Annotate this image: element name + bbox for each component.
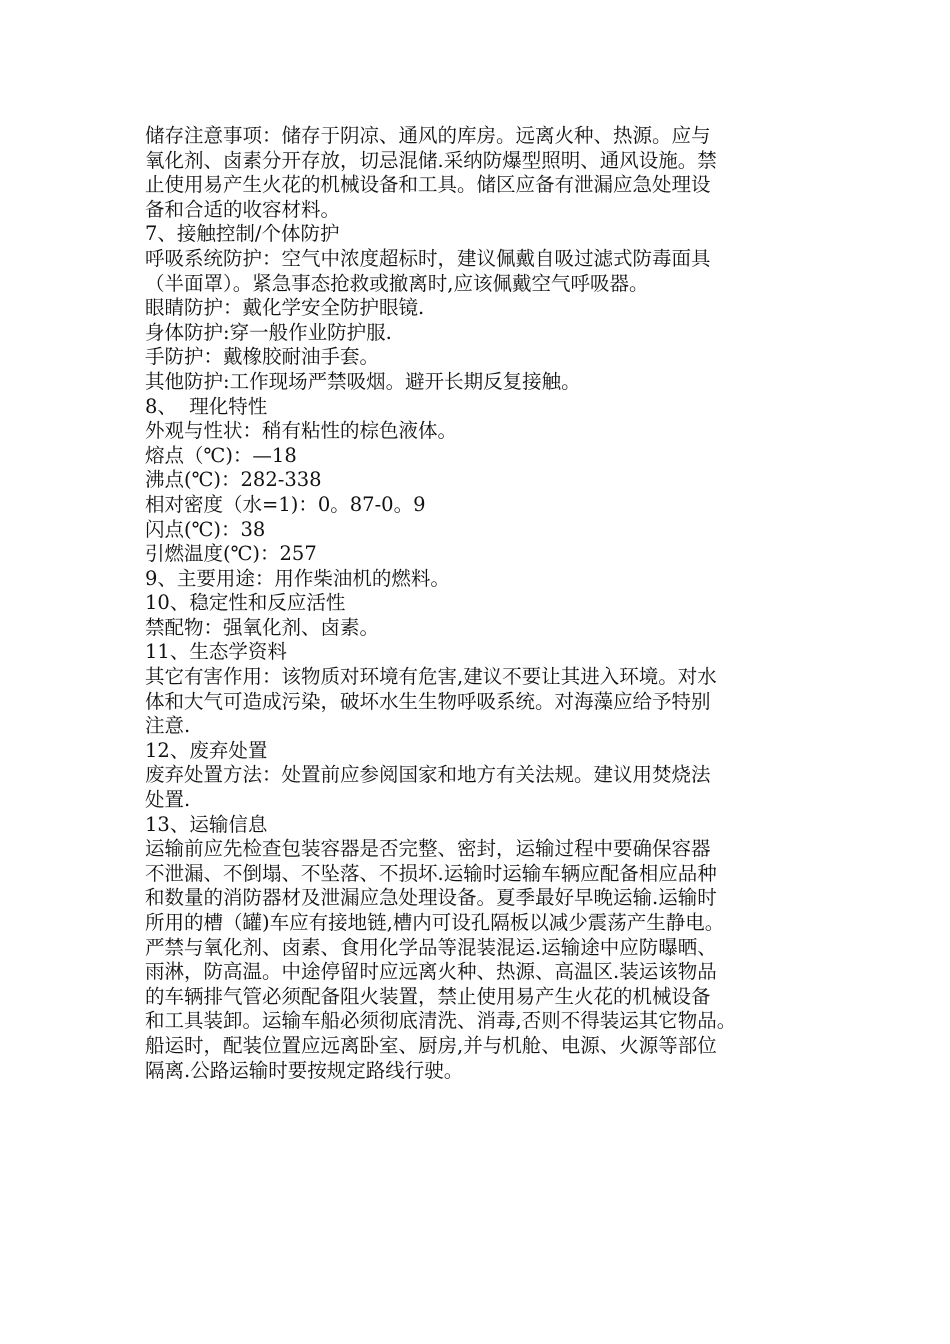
- document-body: [145, 124, 825, 1083]
- section-heading: 10、稳定性和反应活性: [145, 591, 346, 615]
- text-line: 严禁与氧化剂、卤素、食用化学品等混装混运.运输途中应防曝晒、: [145, 935, 717, 959]
- text-line: 的车辆排气管必须配备阻火装置，禁止使用易产生火花的机械设备: [145, 984, 711, 1008]
- text-line: 运输前应先检查包装容器是否完整、密封，运输过程中要确保容器: [145, 837, 711, 861]
- text-line: 止使用易产生火花的机械设备和工具。储区应备有泄漏应急处理设: [145, 173, 711, 197]
- text-line: 其他防护:工作现场严禁吸烟。避开长期反复接触。: [145, 369, 581, 393]
- section-heading: 13、运输信息: [145, 812, 268, 836]
- section-heading: 8、 理化特性: [145, 394, 268, 418]
- section-heading: 12、废弃处置: [145, 738, 268, 762]
- text-line: 相对密度（水=1)：0。87-0。9: [145, 492, 426, 516]
- text-line: 禁配物：强氧化剂、卤素。: [145, 615, 380, 639]
- text-line: 沸点(℃)：282-338: [145, 468, 322, 492]
- text-line: 雨淋，防高温。中途停留时应远离火种、热源、高温区.装运该物品: [145, 960, 717, 984]
- text-line: 熔点（℃)：—18: [145, 443, 297, 467]
- section-heading: 9、主要用途：用作柴油机的燃料。: [145, 566, 450, 590]
- text-line: 和数量的消防器材及泄漏应急处理设备。夏季最好早晚运输.运输时: [145, 886, 717, 910]
- text-line: 外观与性状：稍有粘性的棕色液体。: [145, 419, 458, 443]
- text-line: 其它有害作用：该物质对环境有危害,建议不要让其进入环境。对水: [145, 665, 717, 689]
- text-line: 呼吸系统防护：空气中浓度超标时，建议佩戴自吸过滤式防毒面具: [145, 246, 711, 270]
- text-line: 手防护：戴橡胶耐油手套。: [145, 345, 380, 369]
- text-line: 引燃温度(℃)：257: [145, 542, 317, 566]
- section-heading: 7、接触控制/个体防护: [145, 222, 340, 246]
- text-line: 体和大气可造成污染，破坏水生生物呼吸系统。对海藻应给予特别: [145, 689, 711, 713]
- text-line: 处置.: [145, 788, 191, 812]
- text-line: 所用的槽（罐)车应有接地链,槽内可设孔隔板以减少震荡产生静电。: [145, 911, 725, 934]
- section-heading: 11、生态学资料: [145, 640, 287, 664]
- text-line: 船运时，配装位置应远离卧室、厨房,并与机舱、电源、火源等部位: [145, 1033, 717, 1057]
- text-line: （半面罩）。紧急事态抢救或撤离时,应该佩戴空气呼吸器。: [145, 271, 649, 295]
- text-line: 备和合适的收容材料。: [145, 197, 341, 221]
- text-line: 闪点(℃)：38: [145, 517, 266, 541]
- text-line: 氧化剂、卤素分开存放，切忌混储.采纳防爆型照明、通风设施。禁: [145, 148, 717, 172]
- text-line: 和工具装卸。运输车船必须彻底清洗、消毒,否则不得装运其它物品。: [145, 1009, 737, 1033]
- text-line: 身体防护:穿一般作业防护服.: [145, 320, 392, 344]
- text-line: 眼睛防护：戴化学安全防护眼镜.: [145, 296, 425, 320]
- text-line: 废弃处置方法：处置前应参阅国家和地方有关法规。建议用焚烧法: [145, 763, 711, 787]
- text-line: 注意.: [145, 714, 191, 738]
- text-line: 不泄漏、不倒塌、不坠落、不损坏.运输时运输车辆应配备相应品种: [145, 861, 717, 885]
- text-line: 隔离.公路运输时要按规定路线行驶。: [145, 1058, 464, 1082]
- text-line: 储存注意事项：储存于阴凉、通风的库房。远离火种、热源。应与: [145, 124, 711, 147]
